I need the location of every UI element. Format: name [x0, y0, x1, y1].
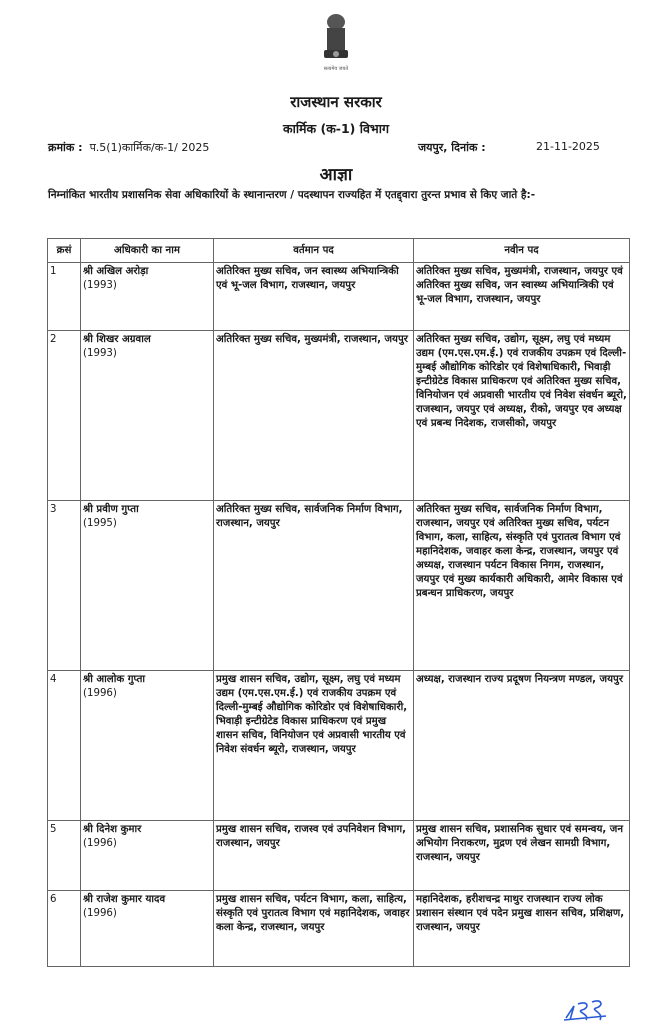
officer-name: श्री प्रवीण गुप्ता [83, 504, 139, 515]
new-post: अध्यक्ष, राजस्थान राज्य प्रदूषण नियन्त्रण मण्डल, जयपुर [414, 671, 630, 821]
table-row [48, 671, 630, 821]
order-date: 21-11-2025 [536, 140, 600, 153]
officer-batch: (1993) [83, 280, 117, 291]
serial-number: 3 [48, 501, 81, 671]
officer-cell [81, 263, 214, 331]
officer-cell [81, 671, 214, 821]
table-row [48, 891, 630, 967]
new-post: अतिरिक्त मुख्य सचिव, उद्योग, सूक्ष्म, लघु एवं मध्यम उद्यम (एम.एस.एम.ई.) एवं राजकीय उपक्रम एवं दिल्ली-मुम्बई औद्योगिक कोरिडोर एवं विशेषाधिकारी, भिवाड़ी इन्टीग्रेटेड विकास प्राधिकरण एवं अतिरिक्त मुख्य सचिव, विनियोजन एवं अप्रवासी भारतीय एवं निवेश संवर्धन ब्यूरो, राजस्थान, जयपुर एवं अध्यक्ष, रीको, जयपुर एव अध्यक्ष एवं प्रबन्ध निदेशक, राजसीको, जयपुर [414, 331, 630, 501]
current-post: अतिरिक्त मुख्य सचिव, मुख्यमंत्री, राजस्थान, जयपुर [214, 331, 414, 501]
serial-number: 6 [48, 891, 81, 967]
serial-number: 4 [48, 671, 81, 821]
current-post: अतिरिक्त मुख्य सचिव, सार्वजनिक निर्माण विभाग, राजस्थान, जयपुर [214, 501, 414, 671]
signature [560, 996, 610, 1022]
national-emblem-icon [316, 8, 356, 74]
current-post: प्रमुख शासन सचिव, पर्यटन विभाग, कला, साहित्य, संस्कृति एवं पुरातत्व विभाग एवं महानिदेशक, जवाहर कला केन्द्र, राजस्थान, जयपुर [214, 891, 414, 967]
new-post: अतिरिक्त मुख्य सचिव, सार्वजनिक निर्माण विभाग, राजस्थान, जयपुर एवं अतिरिक्त मुख्य सचिव, पर्यटन विभाग, कला, साहित्य, संस्कृति एवं पुरातत्व विभाग एवं महानिदेशक, जवाहर कला केन्द्र, राजस्थान, जयपुर एवं अध्यक्ष, राजस्थान पर्यटन विकास निगम, राजस्थान, जयपुर एवं मुख्य कार्यकारी अधिकारी, आमेर विकास एवं प्रबन्धन प्राधिकरण, जयपुर [414, 501, 630, 671]
reference-number [48, 140, 209, 155]
new-post: प्रमुख शासन सचिव, प्रशासनिक सुधार एवं समन्वय, जन अभियोग निराकरण, मुद्रण एवं लेखन सामग्री विभाग, राजस्थान, जयपुर [414, 821, 630, 891]
place-date-label: जयपुर, दिनांक : [418, 141, 486, 154]
ref-value: प.5(1)कार्मिक/क-1/ 2025 [89, 141, 210, 154]
government-name: राजस्थान सरकार [290, 93, 382, 111]
ref-label: क्रमांक : [48, 141, 83, 154]
column-header: नवीन पद [414, 239, 630, 263]
officer-name: श्री शिखर अग्रवाल [83, 334, 151, 345]
table-row [48, 263, 630, 331]
officer-batch: (1996) [83, 838, 117, 849]
officer-name: श्री राजेश कुमार यादव [83, 894, 166, 905]
officer-batch: (1996) [83, 908, 117, 919]
officer-cell [81, 331, 214, 501]
officer-batch: (1993) [83, 348, 117, 359]
table-header-row [48, 239, 630, 263]
serial-number: 5 [48, 821, 81, 891]
table-row [48, 501, 630, 671]
new-post: महानिदेशक, हरीशचन्द्र माथुर राजस्थान राज्य लोक प्रशासन संस्थान एवं पदेन प्रमुख शासन सचिव, प्रशिक्षण, राजस्थान, जयपुर [414, 891, 630, 967]
order-intro: निम्नांकित भारतीय प्रशासनिक सेवा अधिकारियों के स्थानान्तरण / पदस्थापन राज्यहित में एतद्द्वारा तुरन्त प्रभाव से किए जाते है:- [48, 189, 536, 201]
serial-number: 2 [48, 331, 81, 501]
officer-name: श्री आलोक गुप्ता [83, 674, 146, 685]
serial-number: 1 [48, 263, 81, 331]
svg-text:सत्यमेव जयते: सत्यमेव जयते [323, 66, 349, 72]
current-post: प्रमुख शासन सचिव, उद्योग, सूक्ष्म, लघु एवं मध्यम उद्यम (एम.एस.एम.ई.) एवं राजकीय उपक्रम एवं दिल्ली-मुम्बई औद्योगिक कोरिडोर एवं विशेषाधिकारी, भिवाड़ी इन्टीग्रेटेड विकास प्राधिकरण एवं प्रमुख शासन सचिव, विनियोजन एवं अप्रवासी भारतीय एवं निवेश संवर्धन ब्यूरो, राजस्थान, जयपुर [214, 671, 414, 821]
column-header: वर्तमान पद [214, 239, 414, 263]
officer-cell [81, 891, 214, 967]
column-header: अधिकारी का नाम [81, 239, 214, 263]
officer-name: श्री अखिल अरोड़ा [83, 266, 149, 277]
table-row [48, 821, 630, 891]
officer-batch: (1996) [83, 688, 117, 699]
table-row [48, 331, 630, 501]
officer-cell [81, 501, 214, 671]
current-post: प्रमुख शासन सचिव, राजस्व एवं उपनिवेशन विभाग, राजस्थान, जयपुर [214, 821, 414, 891]
order-title: आज्ञा [319, 165, 353, 185]
officer-batch: (1995) [83, 518, 117, 529]
column-header: क्रसं [48, 239, 81, 263]
new-post: अतिरिक्त मुख्य सचिव, मुख्यमंत्री, राजस्थान, जयपुर एवं अतिरिक्त मुख्य सचिव, जन स्वास्थ्य अभियान्त्रिकी एवं भू-जल विभाग, राजस्थान, जयपुर [414, 263, 630, 331]
department-name: कार्मिक (क-1) विभाग [282, 121, 389, 136]
current-post: अतिरिक्त मुख्य सचिव, जन स्वास्थ्य अभियान्त्रिकी एवं भू-जल विभाग, राजस्थान, जयपुर [214, 263, 414, 331]
officer-name: श्री दिनेश कुमार [83, 824, 142, 835]
officer-cell [81, 821, 214, 891]
transfer-table [47, 238, 630, 967]
